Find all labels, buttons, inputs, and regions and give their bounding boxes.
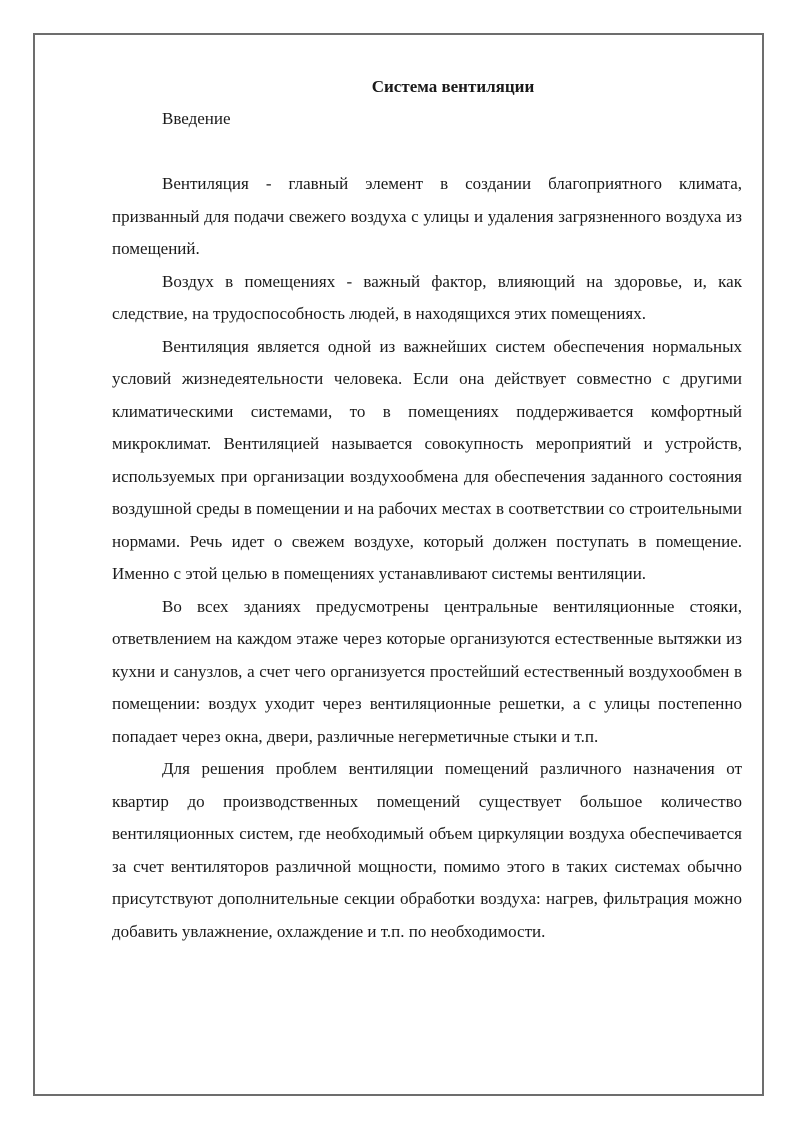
section-heading: Введение <box>162 109 231 128</box>
paragraph-3: Вентиляция является одной из важнейших систем обеспечения нормальных условий жизнедеятельности человека. Если она действует совместно с другими климатическими системами, то в помещениях поддерживается комфортный микроклимат. Вентиляцией называется совокупность мероприятий и устройств, используемых при организации воздухообмена для обеспечения заданного состояния воздушной среды в помещении и на рабочих местах в соответствии со строительными нормами. Речь идет о свежем воздухе, который должен поступать в помещение. Именно с этой целью в помещениях устанавливают системы вентиляции. <box>112 336 742 583</box>
document-body <box>112 73 742 948</box>
paragraph-4: Во всех зданиях предусмотрены центральные вентиляционные стояки, ответвлением на каждом этаже через которые организуются естественные вытяжки из кухни и санузлов, а счет чего организуется простейший естественный воздухообмен в помещении: воздух уходит через вентиляционные решетки, а с улицы постепенно попадает через окна, двери, различные негерметичные стыки и т.п. <box>112 596 742 746</box>
paragraph-1: Вентиляция - главный элемент в создании благоприятного климата, призванный для подачи свежего воздуха с улицы и удаления загрязненного воздуха из помещений. <box>112 174 742 258</box>
document-title: Система вентиляции <box>371 77 535 96</box>
paragraph-5: Для решения проблем вентиляции помещений различного назначения от квартир до производственных помещений существует большое количество вентиляционных систем, где необходимый объем циркуляции воздуха обеспечивается за счет вентиляторов различной мощности, помимо этого в таких системах обычно присутствуют дополнительные секции обработки воздуха: нагрев, фильтрация можно добавить увлажнение, охлаждение и т.п. по необходимости. <box>112 759 742 941</box>
blank-line <box>112 136 742 169</box>
paragraph-2: Воздух в помещениях - важный фактор, влияющий на здоровье, и, как следствие, на трудоспособность людей, в находящихся этих помещениях. <box>112 271 742 323</box>
